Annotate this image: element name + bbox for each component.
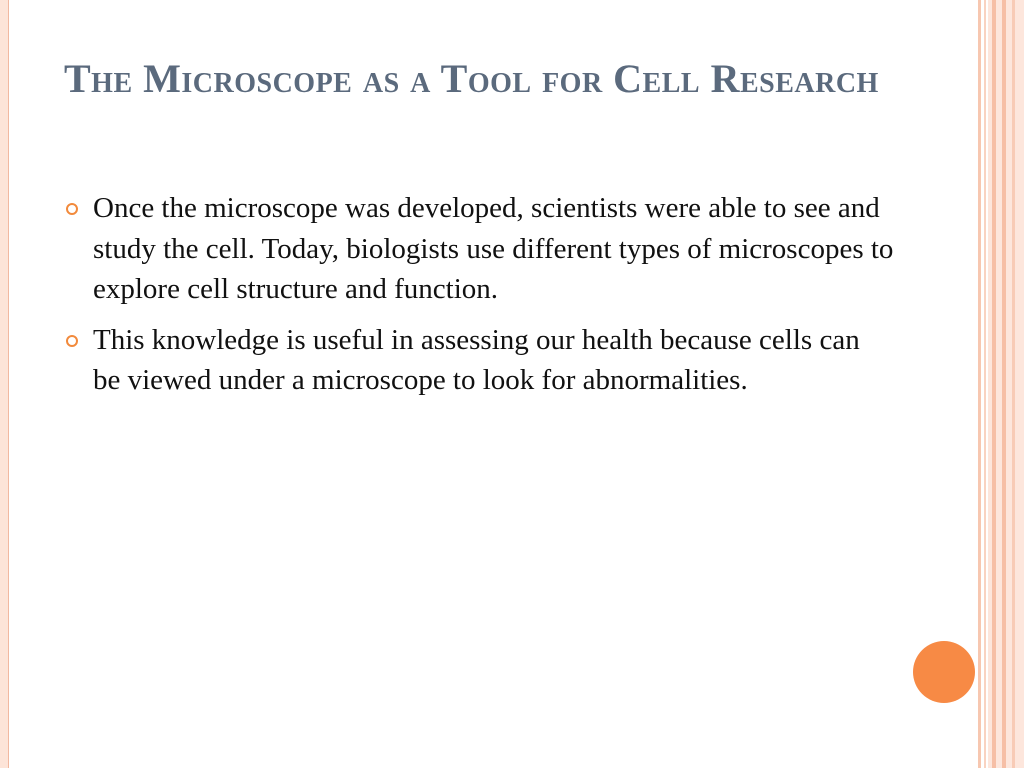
right-stripe (992, 0, 996, 768)
right-stripe (1002, 0, 1006, 768)
bullet-text: Once the microscope was developed, scientists were able to see and study the cell. Today, biologists use different types of microscopes to explore cell structure and function. (93, 192, 894, 305)
bullet-item (64, 320, 894, 401)
decorative-circle-icon (913, 641, 975, 703)
left-border-decoration (0, 0, 9, 768)
slide-title: The Microscope as a Tool for Cell Research (64, 56, 879, 101)
circle-bullet-icon (66, 335, 78, 347)
bullet-text: This knowledge is useful in assessing our health because cells can be viewed under a microscope to look for abnormalities. (93, 323, 860, 396)
right-stripe (1012, 0, 1015, 768)
bullet-item (64, 188, 894, 310)
right-stripe (978, 0, 981, 768)
right-stripe (984, 0, 986, 768)
bullet-list (64, 188, 894, 411)
circle-bullet-icon (66, 203, 78, 215)
